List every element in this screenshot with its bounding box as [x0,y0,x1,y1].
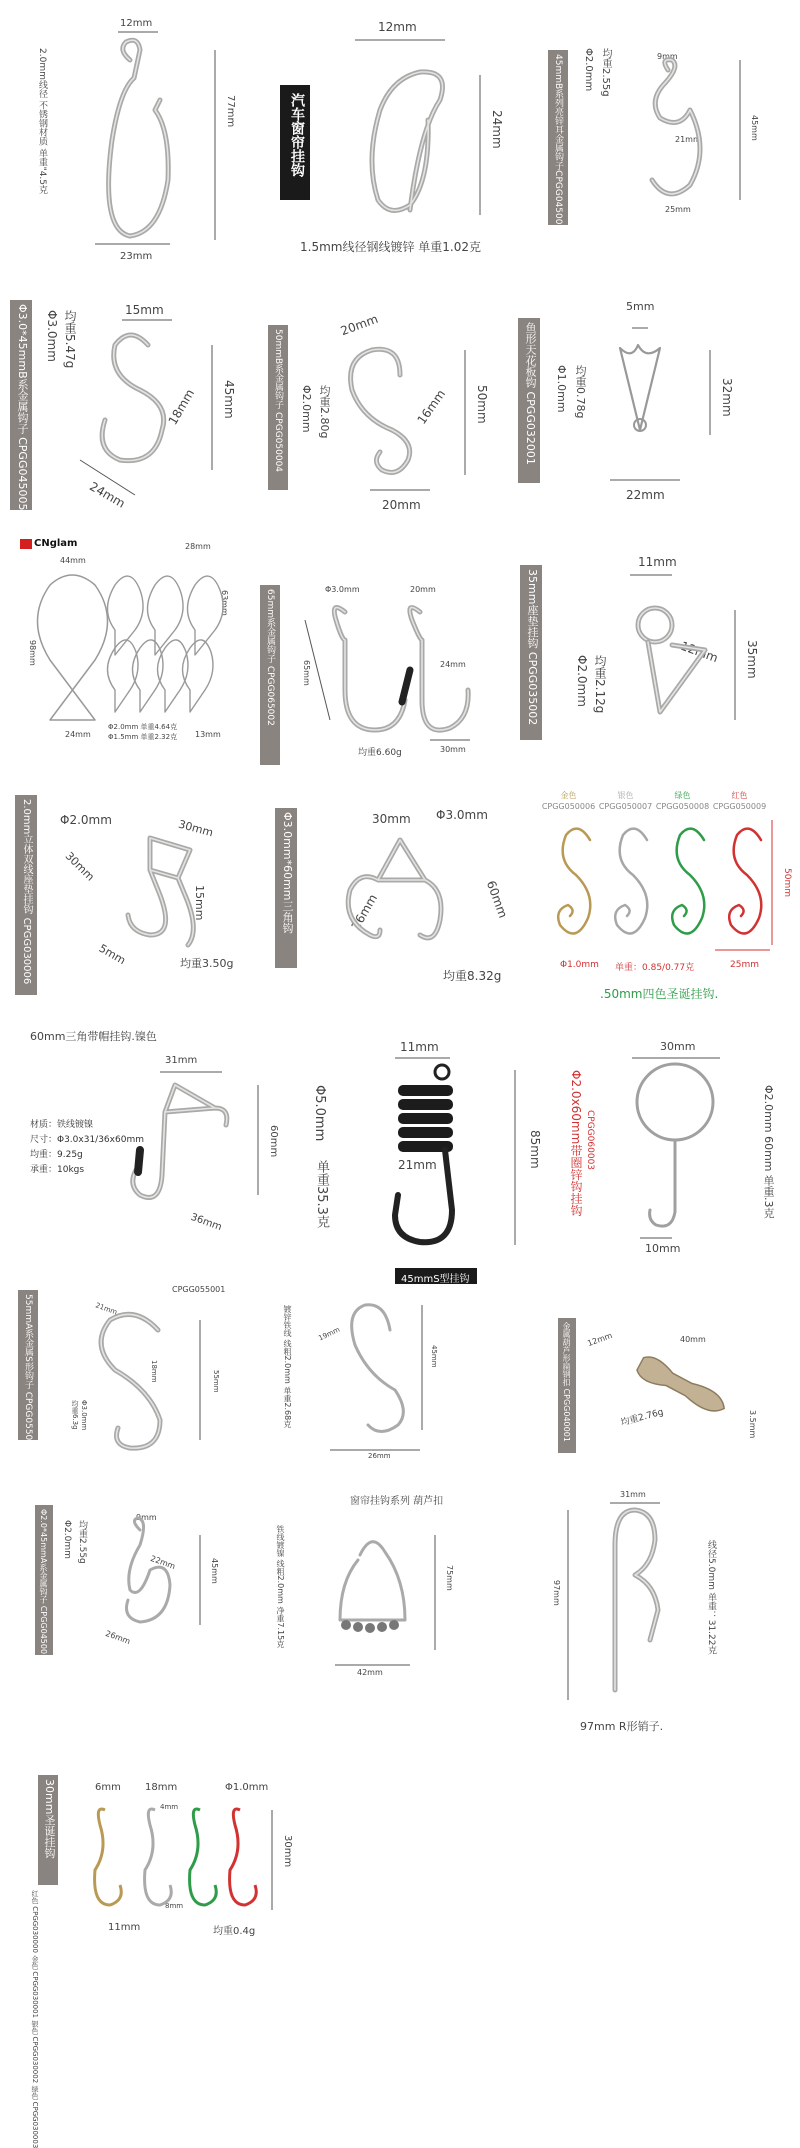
weight: 均重2.80g [318,385,331,439]
dim-2: 12mm [678,638,720,666]
wire-diameter: Φ3.0mm [45,310,59,362]
dim-1: 6mm [95,1782,121,1793]
product-tag: 鱼形天花板钩 CPGG032001 [524,322,537,465]
brand-logo: CNglam [34,538,78,549]
dim-3: 36mm [189,1211,224,1234]
spec-note: 镀锌铁线 线粗2.0mm 单重2.68克 [283,1305,292,1429]
wire-diameter: Φ5.0mm [312,1085,327,1142]
dim-1: 20mm [410,585,436,594]
dim-3: 4mm [160,1803,179,1811]
product-tag: 35mm座垫挂钩 CPGG035002 [526,569,539,726]
wire-diameter: Φ1.0mm [560,960,599,970]
dim-3: 24mm [65,730,91,739]
dim-2: 22mm [149,1553,177,1572]
dim-4: 8mm [165,1902,184,1910]
dim-4: 45mm [750,115,759,141]
dim-4: 30mm [440,745,466,754]
dim-1: 12mm [586,1330,614,1349]
weight: 均重5.47g [63,310,77,369]
dim-2: 18mm [165,386,198,428]
dim-3: 15mm [193,885,206,921]
product-caption: 1.5mm线径钢线镀锌 单重1.02克 [300,240,481,254]
weight: 均重2.55g [600,48,611,97]
dim-2: 98mm [28,640,37,666]
spec-material: 材质：铁线镀镍 [30,1120,94,1130]
product-code: CPGG060003 [585,1110,595,1171]
dim-3: 45mm [210,1558,219,1584]
dim-1: 30mm [372,812,411,826]
weight: 均重6.3g [71,1400,79,1430]
dim-2: 21mm [675,135,701,144]
wire-diameter: Φ3.0mm [436,808,488,822]
dim-1: 31mm [620,1490,646,1499]
weight: 均重8.32g [443,969,502,983]
product-note: 2.0mm线径 不锈钢材质 单重"4.5克 [37,48,47,195]
weight: 单重：0.85/0.77克 [615,963,695,973]
dim-2: 10mm [645,1242,681,1255]
dim-1: 11mm [638,555,677,569]
dim-3: 22mm [626,488,665,502]
product-tag: 55mmA系金属S形钩子 CPGG055001 [23,1294,33,1452]
dim-2: 97mm [552,1580,561,1606]
product-title: 窗帘挂钩系列 葫芦扣 [350,1496,444,1507]
weight: 均重2.76g [619,1407,665,1429]
wire-diameter: Φ1.0mm [225,1782,269,1793]
weight: 均重0.78g [574,365,587,419]
dim-1: 31mm [165,1055,198,1066]
color-variant-label: 银色 CPGG050007 [598,791,653,811]
dim-2: 30mm [62,849,97,884]
wire-diameter: Φ2.0mm [60,813,112,827]
product-caption: 97mm R形销子. [580,1720,664,1733]
dim-3: 50mm [475,385,489,424]
dim-2: 42mm [357,1668,383,1677]
dim-2: 18mm [145,1782,178,1793]
product-tag: 50mmB系金属钩子 CPGG050004 [273,329,283,473]
dim-side: 24mm [490,110,504,149]
dim-bottom: 23mm [120,251,153,262]
spec-note: 铁线镀镍 线粗2.0mm 净重7.15克 [276,1525,285,1649]
dim-6: 11mm [108,1922,141,1933]
wire-diameter: Φ2.0mm [575,655,589,707]
note-2: Φ1.5mm 单重2.32克 [108,733,178,741]
product-tag: Φ2.0x60mm带圈锌钩挂钩 [569,1070,583,1217]
dim-2: 55mm [212,1370,220,1393]
dim-3: 65mm [302,660,311,686]
dim-1: 5mm [626,300,655,313]
weight: 单重35.3克 [314,1160,329,1228]
color-variant-label: 金色 CPGG050006 [541,791,596,811]
dim-1: 9mm [136,1513,157,1522]
dim-3: 45mm [222,380,236,419]
product-tag: 金属葫芦形扁钢扣 CPGG040001 [562,1322,571,1442]
dim-5: 63mm [220,590,229,616]
wire-diameter: Φ3.0mm [80,1400,88,1431]
dim-2: 60mm [268,1125,279,1158]
note-1: Φ2.0mm 单重4.64克 [108,723,178,731]
wire-diameter: Φ2.0mm [583,48,594,92]
dim-1: 44mm [60,556,86,565]
dim-6: 13mm [195,730,221,739]
dim-2: 21mm [398,1158,437,1172]
dim-top: 12mm [378,20,417,34]
product-title: 60mm三角带帽挂钩.镍色 [30,1030,157,1043]
product-tag: 45mmB系列亮锌耳金属钩子CPGG045002 [553,54,563,231]
color-codes: 红色 CPGG030000 金色 CPGG030001 银色 CPGG030002 绿色 CPGG030003 [31,1890,39,2148]
product-caption: .50mm四色圣诞挂钩. [600,987,719,1001]
product-code: CPGG055001 [172,1285,226,1294]
product-banner: 45mmS型挂钩 [401,1274,470,1285]
weight: 均重3.50g [180,957,234,970]
dim-2: 32mm [720,378,734,417]
dim-4: 28mm [185,542,211,551]
dim-3: 18mm [150,1360,158,1383]
dim-3: 25mm [665,205,691,214]
color-variant-label: 红色 CPGG050009 [712,791,767,811]
product-tag: Φ3.0mm*60mm三角钩 [281,812,294,934]
dim-3: 26mm [348,891,381,933]
dim-2: 45mm [430,1345,438,1368]
wire-diameter: Φ3.0mm [325,585,360,594]
spec-load: 承重：10kgs [30,1165,85,1175]
spec-note: 线径5.0mm 单重：31.22克 [706,1540,716,1655]
dim-size: 50mm [782,868,792,897]
wire-diameter: Φ2.0mm [62,1520,72,1559]
dim-1: 19mm [317,1325,342,1343]
dim-2: 24mm [440,660,466,669]
dim-3: 3.5mm [748,1410,757,1439]
wire-diameter: Φ1.0mm [555,365,568,413]
product-tag: Φ2.0*45mmA系金属钩子 CPGG045001 [39,1509,48,1660]
dim-1: 20mm [338,311,380,339]
dim-1: 15mm [125,303,164,317]
dim-3: 85mm [528,1130,542,1169]
dim-4: 26mm [104,1628,132,1647]
weight: 均重2.55g [77,1520,87,1564]
product-tag: 65mm系金属钩子 CPGG065002 [265,589,275,726]
dim-top: 12mm [120,18,153,29]
dim-width: 25mm [730,960,759,970]
dim-2: 40mm [680,1335,706,1344]
product-tag: 汽车窗帘挂钩 [289,93,305,177]
wire-diameter: Φ2.0mm [300,385,313,433]
spec-weight: 均重：9.25g [30,1150,83,1160]
dim-2: 16mm [414,387,449,427]
dim-1: 75mm [445,1565,454,1591]
dim-4: 20mm [382,498,421,512]
product-tag: 30mm圣诞挂钩 [43,1779,56,1859]
product-tag: Φ3.0*45mmB系金属钩子 CPGG045005 [16,304,29,511]
dim-side: 77mm [225,95,236,128]
color-variant-label: 绿色 CPGG050008 [655,791,710,811]
dim-1: 9mm [657,52,678,61]
dim-1: 30mm [660,1040,696,1053]
dim-3: 35mm [745,640,759,679]
product-tag: 2.0mm立体双线座垫挂钩 CPGG030006 [21,799,32,985]
dim-4: 24mm [87,479,128,511]
dim-5: 30mm [282,1835,293,1868]
dim-2: 60mm [483,878,511,920]
dim-4: 5mm [96,941,128,968]
dim-3: 26mm [368,1452,391,1460]
weight: 均重2.12g [593,655,607,714]
dim-1: 21mm [94,1301,119,1317]
spec-note: Φ2.0mm 60mm 单重.3克 [762,1085,775,1219]
dim-1: 30mm [176,817,215,840]
weight: 均重6.60g [358,748,402,758]
weight: 均重0.4g [213,1926,256,1937]
spec-size: 尺寸：Φ3.0x31/36x60mm [30,1135,144,1145]
dim-1: 11mm [400,1040,439,1054]
